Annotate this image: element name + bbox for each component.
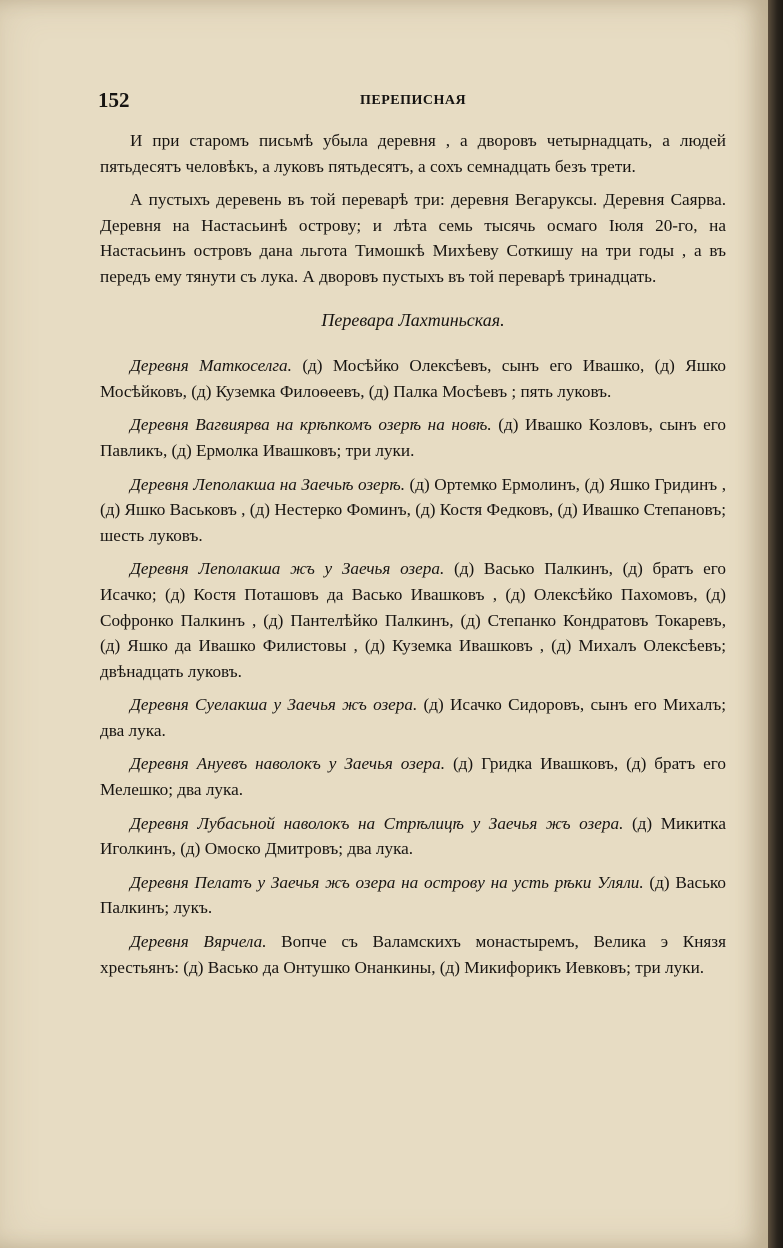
- village-details: (д) Исачко Сидоровъ, сынъ его Михалъ; два лука.: [100, 695, 726, 740]
- village-name: Деревня Лубасьной наволокъ на Стрѣлицѣ у Заечья жъ озера.: [130, 813, 624, 833]
- section-title: Перевара Лахтиньская.: [321, 309, 505, 330]
- village-entry: [100, 412, 726, 463]
- village-name: Деревня Вярчела.: [130, 932, 267, 952]
- page-header: [98, 88, 728, 118]
- village-entry: [100, 556, 726, 684]
- village-name: Деревня Суелакша у Заечья жъ озера.: [130, 695, 418, 715]
- village-entry: [100, 472, 726, 549]
- village-details: (д) Васько Палкинъ, (д) братъ его Исачко; (д) Костя Поташовъ да Васько Ивашковъ , (д) Олексѣйко Пахомовъ, (д) Софронко Палкинъ , (д) Пантелѣйко Палкинъ, (д) Степанко Кондратовъ Токаревъ, (д) Яшко да Ивашко Филистовы , (д) Куземка Ивашковъ , (д) Михалъ Олексѣевъ; двѣнадцать луковъ.: [100, 559, 726, 681]
- paragraph: И при старомъ письмѣ убыла деревня , а дворовъ четырнадцать, а людей пятьдесятъ человѣкъ, а луковъ пятьдесятъ, а сохъ семнадцать безъ трети.: [100, 131, 726, 176]
- village-entry: [100, 692, 726, 743]
- village-name: Деревня Леполакша на Заечьѣ озерѣ.: [130, 474, 406, 494]
- village-details: (д) Ортемко Ермолинъ, (д) Яшко Гридинъ , (д) Яшко Васьковъ , (д) Нестерко Фоминъ, (д) Костя Федковъ, (д) Ивашко Степановъ; шесть луковъ.: [100, 474, 726, 545]
- village-entry: [100, 929, 726, 980]
- village-details: (д) Мосѣйко Олексѣевъ, сынъ его Ивашко, (д) Яшко Мосѣйковъ, (д) Куземка Филоѳеевъ, (д) Палка Мосѣевъ ; пять луковъ.: [100, 356, 726, 401]
- village-entry: [100, 353, 726, 404]
- page-number: 152: [98, 88, 130, 112]
- book-edge-shadow: [768, 0, 783, 1248]
- village-name: Деревня Вагвиярва на крѣпкомъ озерѣ на новѣ.: [130, 415, 492, 435]
- village-details: (д) Гридка Ивашковъ, (д) братъ его Мелешко; два лука.: [100, 754, 726, 800]
- page-text: [100, 128, 726, 988]
- village-name: Деревня Леполакша жъ у Заечья озера.: [130, 559, 445, 579]
- village-name: Деревня Пелатъ у Заечья жъ озера на острову на усть рѣки Уляли.: [130, 872, 644, 892]
- village-entry: [100, 751, 726, 802]
- village-details: (д) Ивашко Козловъ, сынъ его Павликъ, (д) Ермолка Ивашковъ; три луки.: [100, 415, 726, 460]
- village-entry: [100, 870, 726, 921]
- paragraph: А пустыхъ деревень въ той переварѣ три: деревня Вегаруксы. Деревня Саярва. Деревня на Настасьинѣ острову; и лѣта семь тысячь осмаго Іюля 20-го, на Настасьинъ островъ дана льгота Тимошкѣ Михѣеву Соткишу на три годы , а въ передъ ему тянути съ лука. А дворовъ пустыхъ въ той переварѣ тринадцать.: [100, 190, 726, 286]
- village-entry: [100, 811, 726, 862]
- running-title: ПЕРЕПИСНАЯ: [360, 93, 467, 108]
- village-details: Вопче съ Валамскихъ монастыремъ, Велика э Князя хрестьянъ: (д) Васько да Онтушко Онанкины, (д) Микифорикъ Иевковъ; три луки.: [100, 932, 727, 977]
- village-name: Деревня Ануевъ наволокъ у Заечья озера.: [130, 754, 445, 774]
- village-details: (д) Микитка Иголкинъ, (д) Омоско Дмитровъ; два лука.: [100, 813, 727, 859]
- village-name: Деревня Маткоселга.: [130, 356, 292, 376]
- village-details: (д) Васько Палкинъ; лукъ.: [100, 872, 726, 918]
